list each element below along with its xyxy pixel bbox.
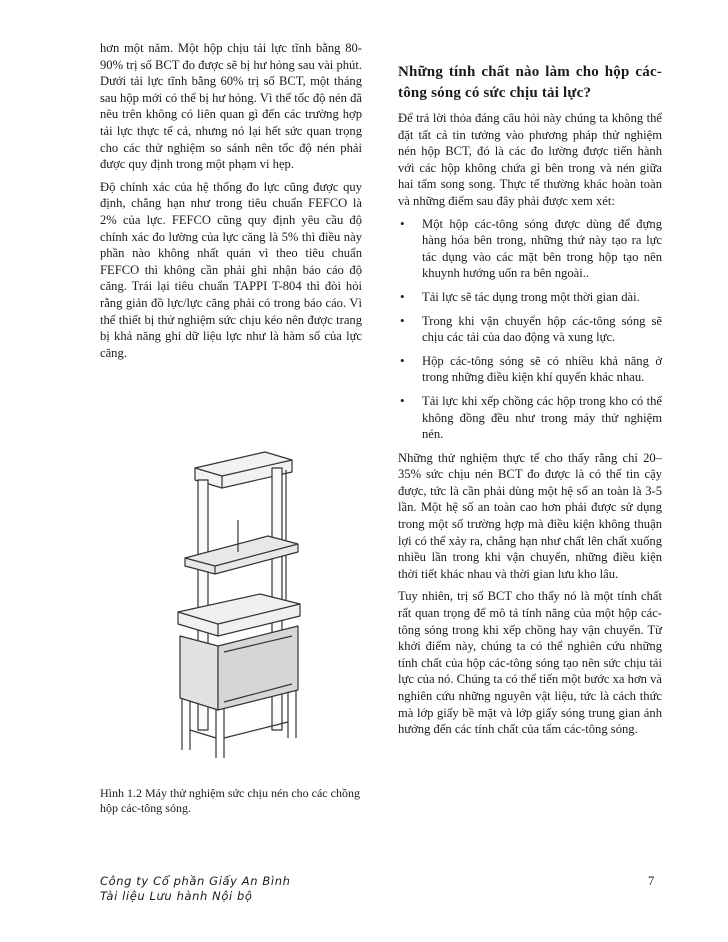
bullet-icon: •	[400, 352, 405, 368]
list-item-text: Tải lực khi xếp chồng các hộp trong kho có thể không đồng đều như trong máy thử nghiệm nén.	[422, 393, 662, 442]
list-item-text: Tải lực sẽ tác dụng trong một thời gian dài.	[422, 289, 640, 304]
considerations-list	[398, 216, 662, 443]
footer-company: Công ty Cổ phần Giấy An Bình	[100, 874, 291, 888]
list-item-text: Hộp các-tông sóng sẽ có nhiều khả năng ở trong những điều kiện khí quyển khác nhau.	[422, 353, 662, 385]
list-item	[398, 216, 662, 282]
footer-doc-type: Tài liệu Lưu hành Nội bộ	[100, 889, 253, 903]
left-paragraph-2: Độ chính xác của hệ thống đo lực cũng được quy định, chẳng hạn như trong tiêu chuẩn FEFCO là 2% của lực. FEFCO cũng quy định yêu cầu độ chính xác đo lường của lực căng là 5% thì điều này phần nào không nhất quán vì theo tiêu chuẩn FEFCO thì không cần phải ghi nhận báo cáo độ căng. Trái lại tiêu chuẩn TAPPI T-804 thì đòi hỏi rằng giản đồ lực/lực căng phải có trong báo cáo. Vì thế thiết bị thử nghiệm sức chịu kéo nên được trang bị khả năng ghi dữ liệu lực như là hàm số của lực căng.	[100, 179, 362, 360]
list-item	[398, 313, 662, 346]
list-item-text: Trong khi vận chuyển hộp các-tông sóng sẽ chịu các tải của dao động và xung lực.	[422, 313, 662, 345]
list-item-text: Một hộp các-tông sóng được dùng để đựng hàng hóa bên trong, những thứ này tạo ra lực tác dụng vào các mặt bên trong hộp tạo nên khuynh hướng uốn ra bên ngoài..	[422, 216, 662, 281]
bullet-icon: •	[400, 312, 405, 328]
compression-tester-drawing	[160, 440, 310, 770]
left-column	[100, 40, 362, 367]
page-number: 7	[648, 874, 655, 888]
list-item	[398, 289, 662, 306]
bullet-icon: •	[400, 215, 405, 231]
figure-caption: Hình 1.2 Máy thử nghiệm sức chịu nén cho các chồng hộp các-tông sóng.	[100, 786, 360, 815]
right-column	[398, 40, 662, 744]
bullet-icon: •	[400, 288, 405, 304]
left-paragraph-1: hơn một năm. Một hộp chịu tải lực tĩnh bằng 80-90% trị số BCT đo được sẽ bị hư hỏng sau vài phút. Dưới tải lực tĩnh bằng 60% trị số BCT, một tháng sau hộp mới có thể bị hư hỏng. Vì thế tốc độ nén đã nêu trên không có liên quan gì đến các trường hợp tải lực thực tế cả, nhưng nó lại hết sức quan trọng cho các thử nghiệm so sánh nên tốc độ nén phải được quy định trong một phạm vi hẹp.	[100, 41, 362, 172]
page-footer	[100, 874, 290, 904]
section-heading: Những tính chất nào làm cho hộp các-tông sóng có sức chịu tải lực?	[398, 64, 662, 101]
right-paragraph-2: Những thử nghiệm thực tế cho thấy rằng chỉ 20–35% sức chịu nén BCT đo được là có thể tin cậy được, tức là cần phải dùng một hệ số an toàn là 3-5 lần. Một hệ số an toàn cao hơn phải được sử dụng trong một số trường hợp mà điều kiện không thuận lợi có thể xảy ra, chẳng hạn như chất lên chất xuống nhiều lần trong khi vận chuyển, những điều kiện thời tiết khác nhau và thời gian lưu kho lâu.	[398, 450, 662, 581]
right-paragraph-3: Tuy nhiên, trị số BCT cho thấy nó là một tính chất rất quan trọng để mô tả tính năng của một hộp các-tông sóng trong khi xếp chồng hay vận chuyển. Từ khởi điểm này, chúng ta có thể nghiên cứu những tính chất của hộp các-tông sóng tạo nên sức chịu tải lực của nó. Chúng ta có thể tiến một bước xa hơn và nghiên cứu những nguyên vật liệu, tức là cách thức mà lớp giấy bề mặt và lớp giấy sóng trung gian ảnh hưởng đến các tính chất của tấm các-tông sóng.	[398, 589, 662, 737]
right-paragraph-1: Để trả lời thỏa đáng câu hỏi này chúng ta không thể đặt tất cả tin tưởng vào phương pháp thử nghiệm nén hộp BCT, đó là các đo lường được tiến hành với các hộp không chứa gì bên trong và nén giữa hai tấm song song. Thực tế thường khác hoàn toàn và những điểm sau đây phải được xem xét:	[398, 111, 662, 208]
compression-tester-figure	[160, 440, 310, 770]
list-item	[398, 353, 662, 386]
bullet-icon: •	[400, 392, 405, 408]
list-item	[398, 393, 662, 443]
